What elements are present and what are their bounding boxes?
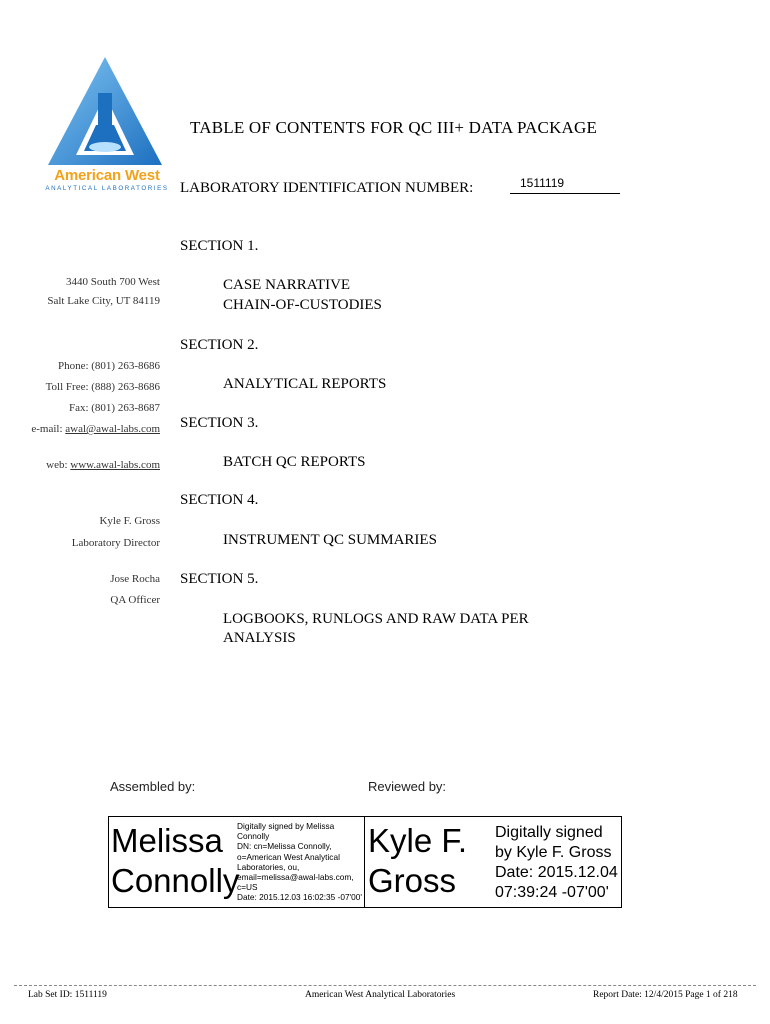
signature-detail-line: email=melissa@awal-labs.com, [237, 872, 354, 883]
footer-divider [14, 985, 756, 986]
signature-detail-line: Connolly [237, 831, 270, 842]
signature-detail-line: c=US [237, 882, 258, 893]
assembler-signature-box[interactable] [108, 816, 366, 908]
page-title: TABLE OF CONTENTS FOR QC III+ DATA PACKAGE [190, 118, 598, 137]
footer-company: American West Analytical Laboratories [305, 990, 456, 1000]
signature-detail-line: Date: 2015.12.03 16:02:35 -07'00' [237, 892, 362, 903]
qa-title: QA Officer [110, 594, 160, 606]
reviewer-signature-details [495, 823, 621, 903]
signature-detail-line: Digitally signed [495, 824, 603, 841]
section-4-item: INSTRUMENT QC SUMMARIES [223, 532, 437, 548]
section-4-heading: SECTION 4. [180, 492, 259, 508]
signature-detail-line: Digitally signed by Melissa [237, 821, 335, 831]
reviewer-name-line1: Kyle F. [368, 822, 468, 859]
logo-name: American West [54, 167, 160, 184]
signature-detail-line: by Kyle F. Gross [495, 844, 612, 861]
toll-free: Toll Free: (888) 263-8686 [45, 381, 160, 393]
web-line [46, 459, 160, 471]
email-line [31, 423, 160, 435]
director-name: Kyle F. Gross [99, 515, 160, 527]
section-5-heading: SECTION 5. [180, 571, 259, 587]
reviewer-name-line2: Gross [368, 862, 457, 899]
fax: Fax: (801) 263-8687 [68, 402, 160, 414]
section-1-heading: SECTION 1. [180, 238, 259, 254]
section-3-item: BATCH QC REPORTS [223, 454, 366, 470]
section-5-item: ANALYSIS [223, 630, 296, 646]
section-1-item: CASE NARRATIVE [223, 277, 351, 293]
logo-subtitle: ANALYTICAL LABORATORIES [45, 185, 169, 192]
lab-id-value: 1511119 [520, 176, 565, 190]
address-city: Salt Lake City, UT 84119 [47, 295, 160, 307]
section-2-heading: SECTION 2. [180, 337, 259, 353]
web-label: web: [46, 459, 71, 471]
footer-report: Report Date: 12/4/2015 Page 1 of 218 [593, 990, 738, 1000]
address-street: 3440 South 700 West [66, 276, 160, 288]
director-title: Laboratory Director [71, 537, 160, 549]
footer-lab-set: Lab Set ID: 1511119 [28, 990, 107, 1000]
signature-detail-line: Date: 2015.12.04 [495, 864, 618, 881]
reviewed-by-label: Reviewed by: [368, 779, 447, 794]
web-link[interactable]: www.awal-labs.com [70, 459, 160, 471]
section-1-item: CHAIN-OF-CUSTODIES [223, 297, 382, 313]
phone: Phone: (801) 263-8686 [57, 360, 160, 372]
assembler-name-line1: Melissa [111, 822, 223, 859]
signature-detail-line: 07:39:24 -07'00' [495, 884, 609, 901]
section-5-item: LOGBOOKS, RUNLOGS AND RAW DATA PER [223, 611, 529, 627]
email-link[interactable]: awal@awal-labs.com [65, 423, 160, 435]
qa-name: Jose Rocha [110, 573, 160, 585]
signature-detail-line: DN: cn=Melissa Connolly, [237, 841, 332, 852]
signature-detail-line: o=American West Analytical [237, 851, 340, 862]
lab-id-underline [510, 193, 620, 194]
section-2-item: ANALYTICAL REPORTS [223, 376, 387, 392]
signature-detail-line: Laboratories, ou, [237, 861, 300, 872]
assembled-by-label: Assembled by: [110, 779, 196, 794]
lab-id-label: LABORATORY IDENTIFICATION NUMBER: [180, 180, 474, 196]
email-label: e-mail: [31, 423, 66, 435]
section-3-heading: SECTION 3. [180, 415, 259, 431]
reviewer-signature-box[interactable] [364, 816, 622, 908]
assembler-name-line2: Connolly [111, 862, 240, 899]
assembler-signature-details [237, 821, 365, 903]
